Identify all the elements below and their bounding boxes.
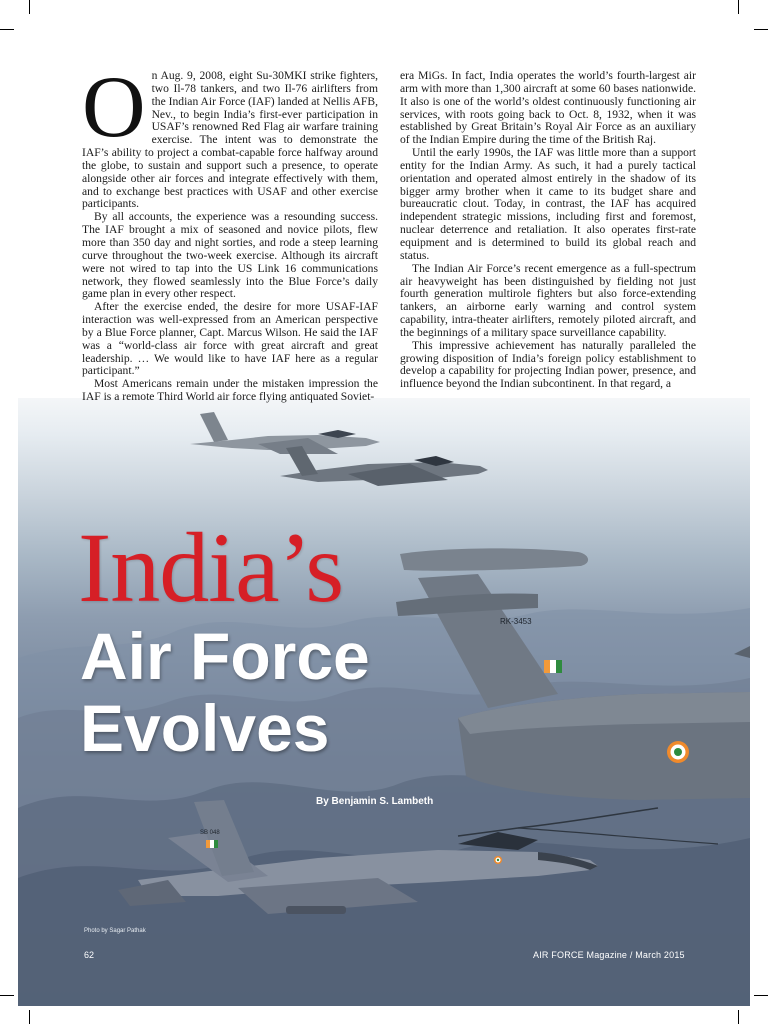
magazine-footer: AIR FORCE Magazine / March 2015 xyxy=(533,950,685,960)
crop-mark-top-left xyxy=(29,0,30,14)
paragraph-1 xyxy=(82,59,378,211)
crop-mark-top-left-h xyxy=(0,29,14,30)
paragraph-3: After the exercise ended, the desire for more USAF-IAF interaction was well-expressed from an American perspective by a Blue Force planner, Capt. Marcus Wilson. He said the IAF was a “world-class air force with great aircraft and great leadership. … We would like to have IAF here as a regular participant.” xyxy=(82,300,378,378)
crop-mark-bottom-left xyxy=(29,1010,30,1024)
paragraph-4: Most Americans remain under the mistaken impression the IAF is a remote Third World air force flying antiquated Soviet- xyxy=(82,377,378,404)
article-column-left xyxy=(82,59,378,404)
headline-line-evolves: Evolves xyxy=(80,691,330,765)
crop-mark-bottom-right xyxy=(738,1010,739,1024)
crop-mark-top-right-h xyxy=(754,29,768,30)
headline-title-red: India’s xyxy=(78,512,344,623)
drop-cap: O xyxy=(82,59,146,156)
crop-mark-bottom-left-h xyxy=(0,995,14,996)
crop-mark-top-right xyxy=(738,0,739,14)
fighter-serial-marking: SB 048 xyxy=(200,830,220,836)
f15-lead-aircraft xyxy=(190,412,380,454)
paragraph-8: This impressive achievement has naturally paralleled the growing disposition of India’s foreign policy establishment to develop a capability for projecting Indian power, presence, and influence beyond the Indian subcontinent. In that regard, a xyxy=(400,338,696,391)
paragraph-1-text: n Aug. 9, 2008, eight Su-30MKI strike fighters, two Il-78 tankers, and two Il-76 airlifters from the Indian Air Force (IAF) landed at Nellis AFB, Nev., to begin India’s first-ever participation in USAF’s renowned Red Flag air warfare training exercise. The intent was to demonstrate the IAF’s ability to project a combat-capable force halfway around the globe, to sustain and support such a presence, to operate alongside other air forces and integrate effectively with them, and to exchange best practices with USAF and other exercise participants. xyxy=(82,69,378,211)
page-number: 62 xyxy=(84,950,95,960)
headline-line-air-force: Air Force xyxy=(80,619,370,693)
paragraph-5: era MiGs. In fact, India operates the world’s fourth-largest air arm with more than 1,300 aircraft at some 60 bases nationwide. It also is one of the world’s oldest continuously functioning air services, with roots going back to Oct. 8, 1932, when it was established by Great Britain’s Royal Air Force as an auxiliary of the Indian Empire during the time of the British Raj. xyxy=(400,69,696,147)
crop-mark-bottom-right-h xyxy=(754,995,768,996)
paragraph-2: By all accounts, the experience was a resounding success. The IAF brought a mix of seasoned and novice pilots, flew more than 350 day and night sorties, and rode a steep learning curve throughout the two-week exercise. Although its aircraft were not wired to tap into the US Link 16 communications network, they flowed seamlessly into the Blue Force’s daily game plan in every other respect. xyxy=(82,210,378,301)
author-byline: By Benjamin S. Lambeth xyxy=(316,796,434,807)
photo-credit: Photo by Sagar Pathak xyxy=(84,928,146,934)
tanker-serial-marking: RK-3453 xyxy=(500,617,532,626)
paragraph-6: Until the early 1990s, the IAF was little more than a support entity for the Indian Army. As such, it had a purely tactical orientation and operated almost entirely in the shadow of its bigger army brother when it came to its budget share and bureaucratic clout. Today, in contrast, the IAF has acquired independent strategic missions, including first and foremost, nuclear deterrence and retaliation. It also operates first-rate equipment and is determined to build its global reach and status. xyxy=(400,146,696,262)
article-column-right xyxy=(400,70,696,391)
headline-title-white xyxy=(80,620,370,764)
paragraph-7: The Indian Air Force’s recent emergence as a full-spectrum air heavyweight has been distinguished by fielding not just fourth generation multirole fighters but also force-extending tankers, an airborne early warning and control system capability, intra-theater airlifters, remotely piloted aircraft, and the beginnings of a military space surveillance capability. xyxy=(400,261,696,339)
magazine-page xyxy=(18,18,750,1006)
